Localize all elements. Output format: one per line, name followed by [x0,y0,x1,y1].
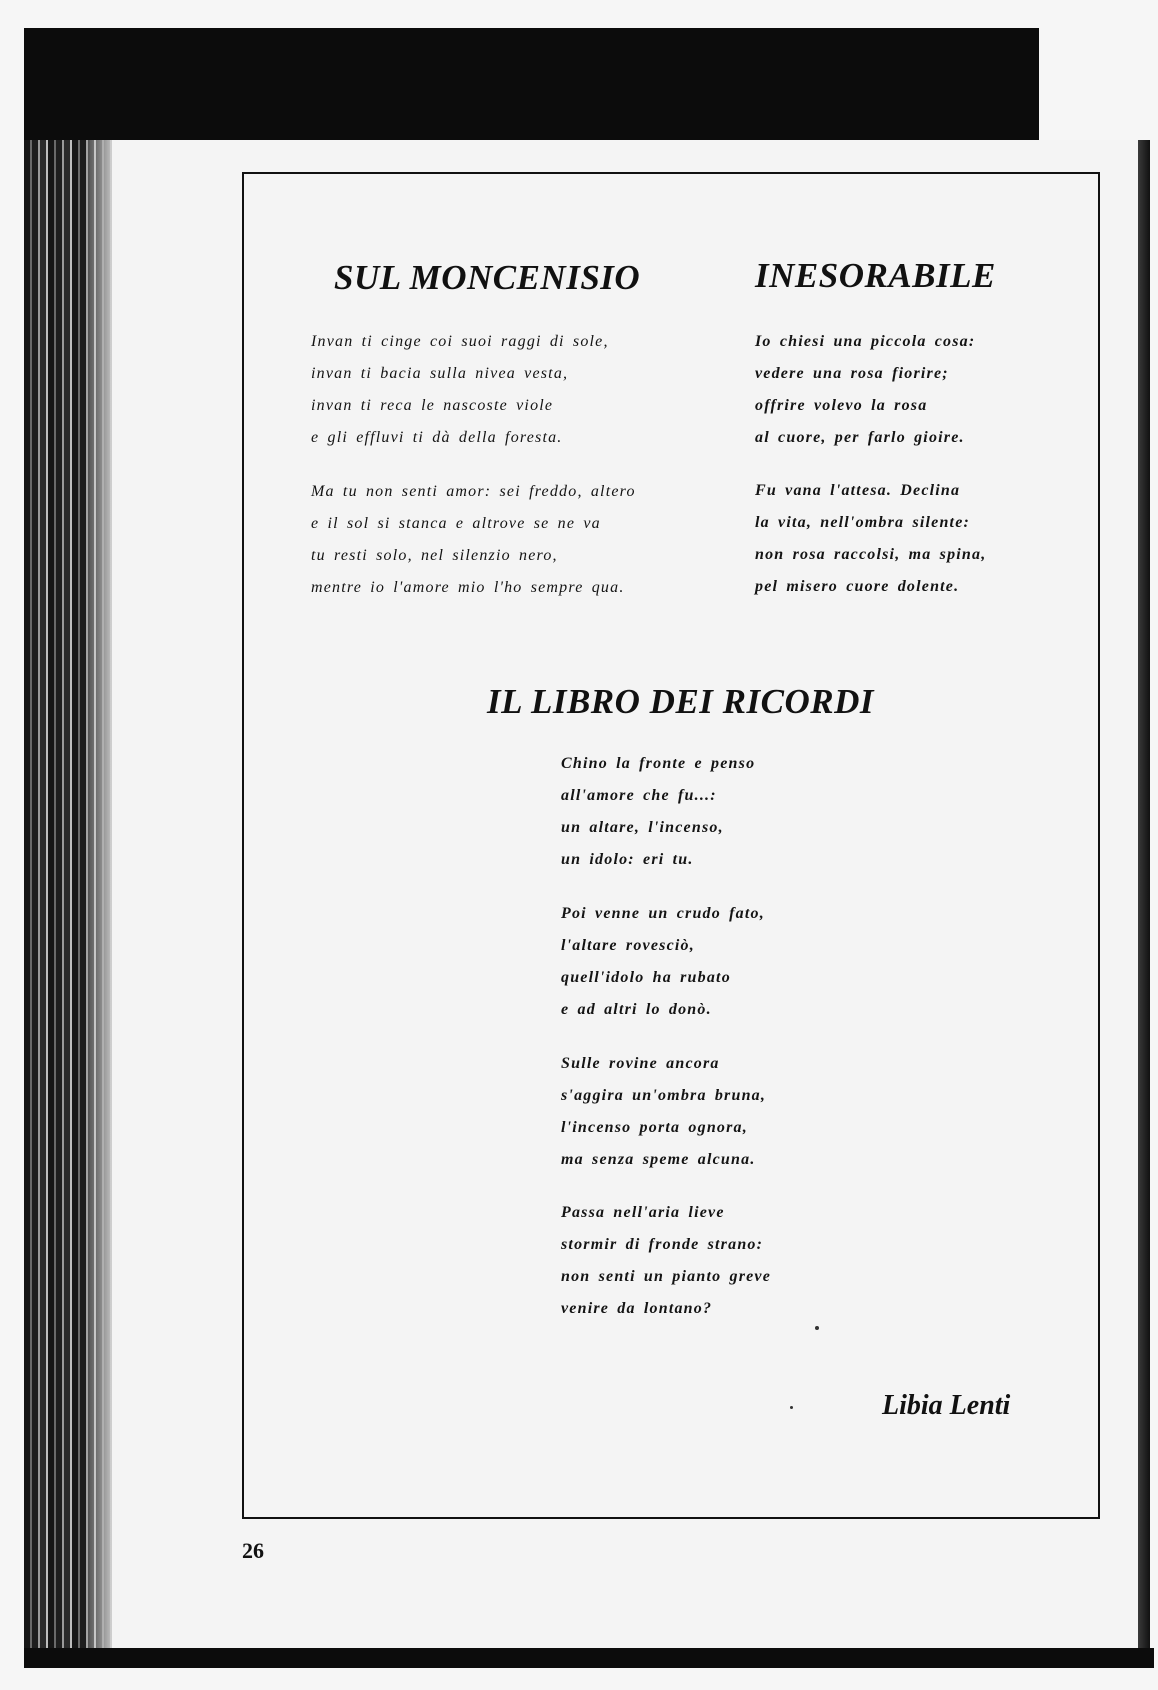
scan-shadow-right [1138,140,1150,1650]
poem-line: Chino la fronte e penso [561,755,756,772]
poem-line: invan ti reca le nascoste viole [311,397,554,414]
poem-line: l'incenso porta ognora, [561,1119,748,1136]
poem-line: Fu vana l'attesa. Declina [755,482,961,499]
poem-title-il-libro-dei-ricordi: IL LIBRO DEI RICORDI [487,682,874,721]
poem-line: e ad altri lo donò. [561,1001,712,1018]
poem-line: non senti un pianto greve [561,1268,772,1285]
poem-stanza [755,475,986,603]
poem-title-sul-moncenisio: SUL MONCENISIO [334,258,641,297]
scan-shadow-top [24,28,1039,143]
poem-stanza [561,1048,766,1176]
poem-line: tu resti solo, nel silenzio nero, [311,547,558,564]
poem-line: s'aggira un'ombra bruna, [561,1087,767,1104]
poem-line: e gli effluvi ti dà della foresta. [311,429,563,446]
poem-line: Sulle rovine ancora [561,1055,720,1072]
poem-line: al cuore, per farlo gioire. [755,429,965,446]
poem-line: pel misero cuore dolente. [755,578,960,595]
poem-line: all'amore che fu...: [561,787,717,804]
page-number: 26 [242,1538,264,1563]
poem-line: la vita, nell'ombra silente: [755,514,971,531]
poem-line: vedere una rosa fiorire; [755,365,949,382]
poem-line: Io chiesi una piccola cosa: [755,333,976,350]
poem-line: un altare, l'incenso, [561,819,724,836]
poem-stanza [561,898,765,1026]
poem-line: ma senza speme alcuna. [561,1151,756,1168]
poem-stanza [755,326,975,454]
poem-line: offrire volevo la rosa [755,397,928,414]
poem-line: stormir di fronde strano: [561,1236,764,1253]
poem-line: l'altare rovesciò, [561,937,695,954]
poem-line: Invan ti cinge coi suoi raggi di sole, [311,333,609,350]
poem-stanza [561,1197,771,1325]
poem-line: mentre io l'amore mio l'ho sempre qua. [311,579,625,596]
poem-line: Ma tu non senti amor: sei freddo, altero [311,483,636,500]
poem-stanza [561,748,755,876]
poem-line: venire da lontano? [561,1300,713,1317]
poem-line: quell'idolo ha rubato [561,969,731,986]
poem-line: Poi venne un crudo fato, [561,905,765,922]
author-signature: Libia Lenti [882,1390,1011,1421]
scan-background-top-right [1039,28,1158,138]
scan-speck [790,1406,793,1409]
poem-line: non rosa raccolsi, ma spina, [755,546,987,563]
poem-line: un idolo: eri tu. [561,851,694,868]
scan-shadow-bottom [24,1648,1154,1668]
scan-speck [815,1326,819,1330]
poem-stanza [311,326,609,454]
poem-line: e il sol si stanca e altrove se ne va [311,515,601,532]
poem-line: Passa nell'aria lieve [561,1204,725,1221]
poem-stanza [311,476,636,604]
poem-title-inesorabile: INESORABILE [755,256,996,295]
poem-line: invan ti bacia sulla nivea vesta, [311,365,569,382]
